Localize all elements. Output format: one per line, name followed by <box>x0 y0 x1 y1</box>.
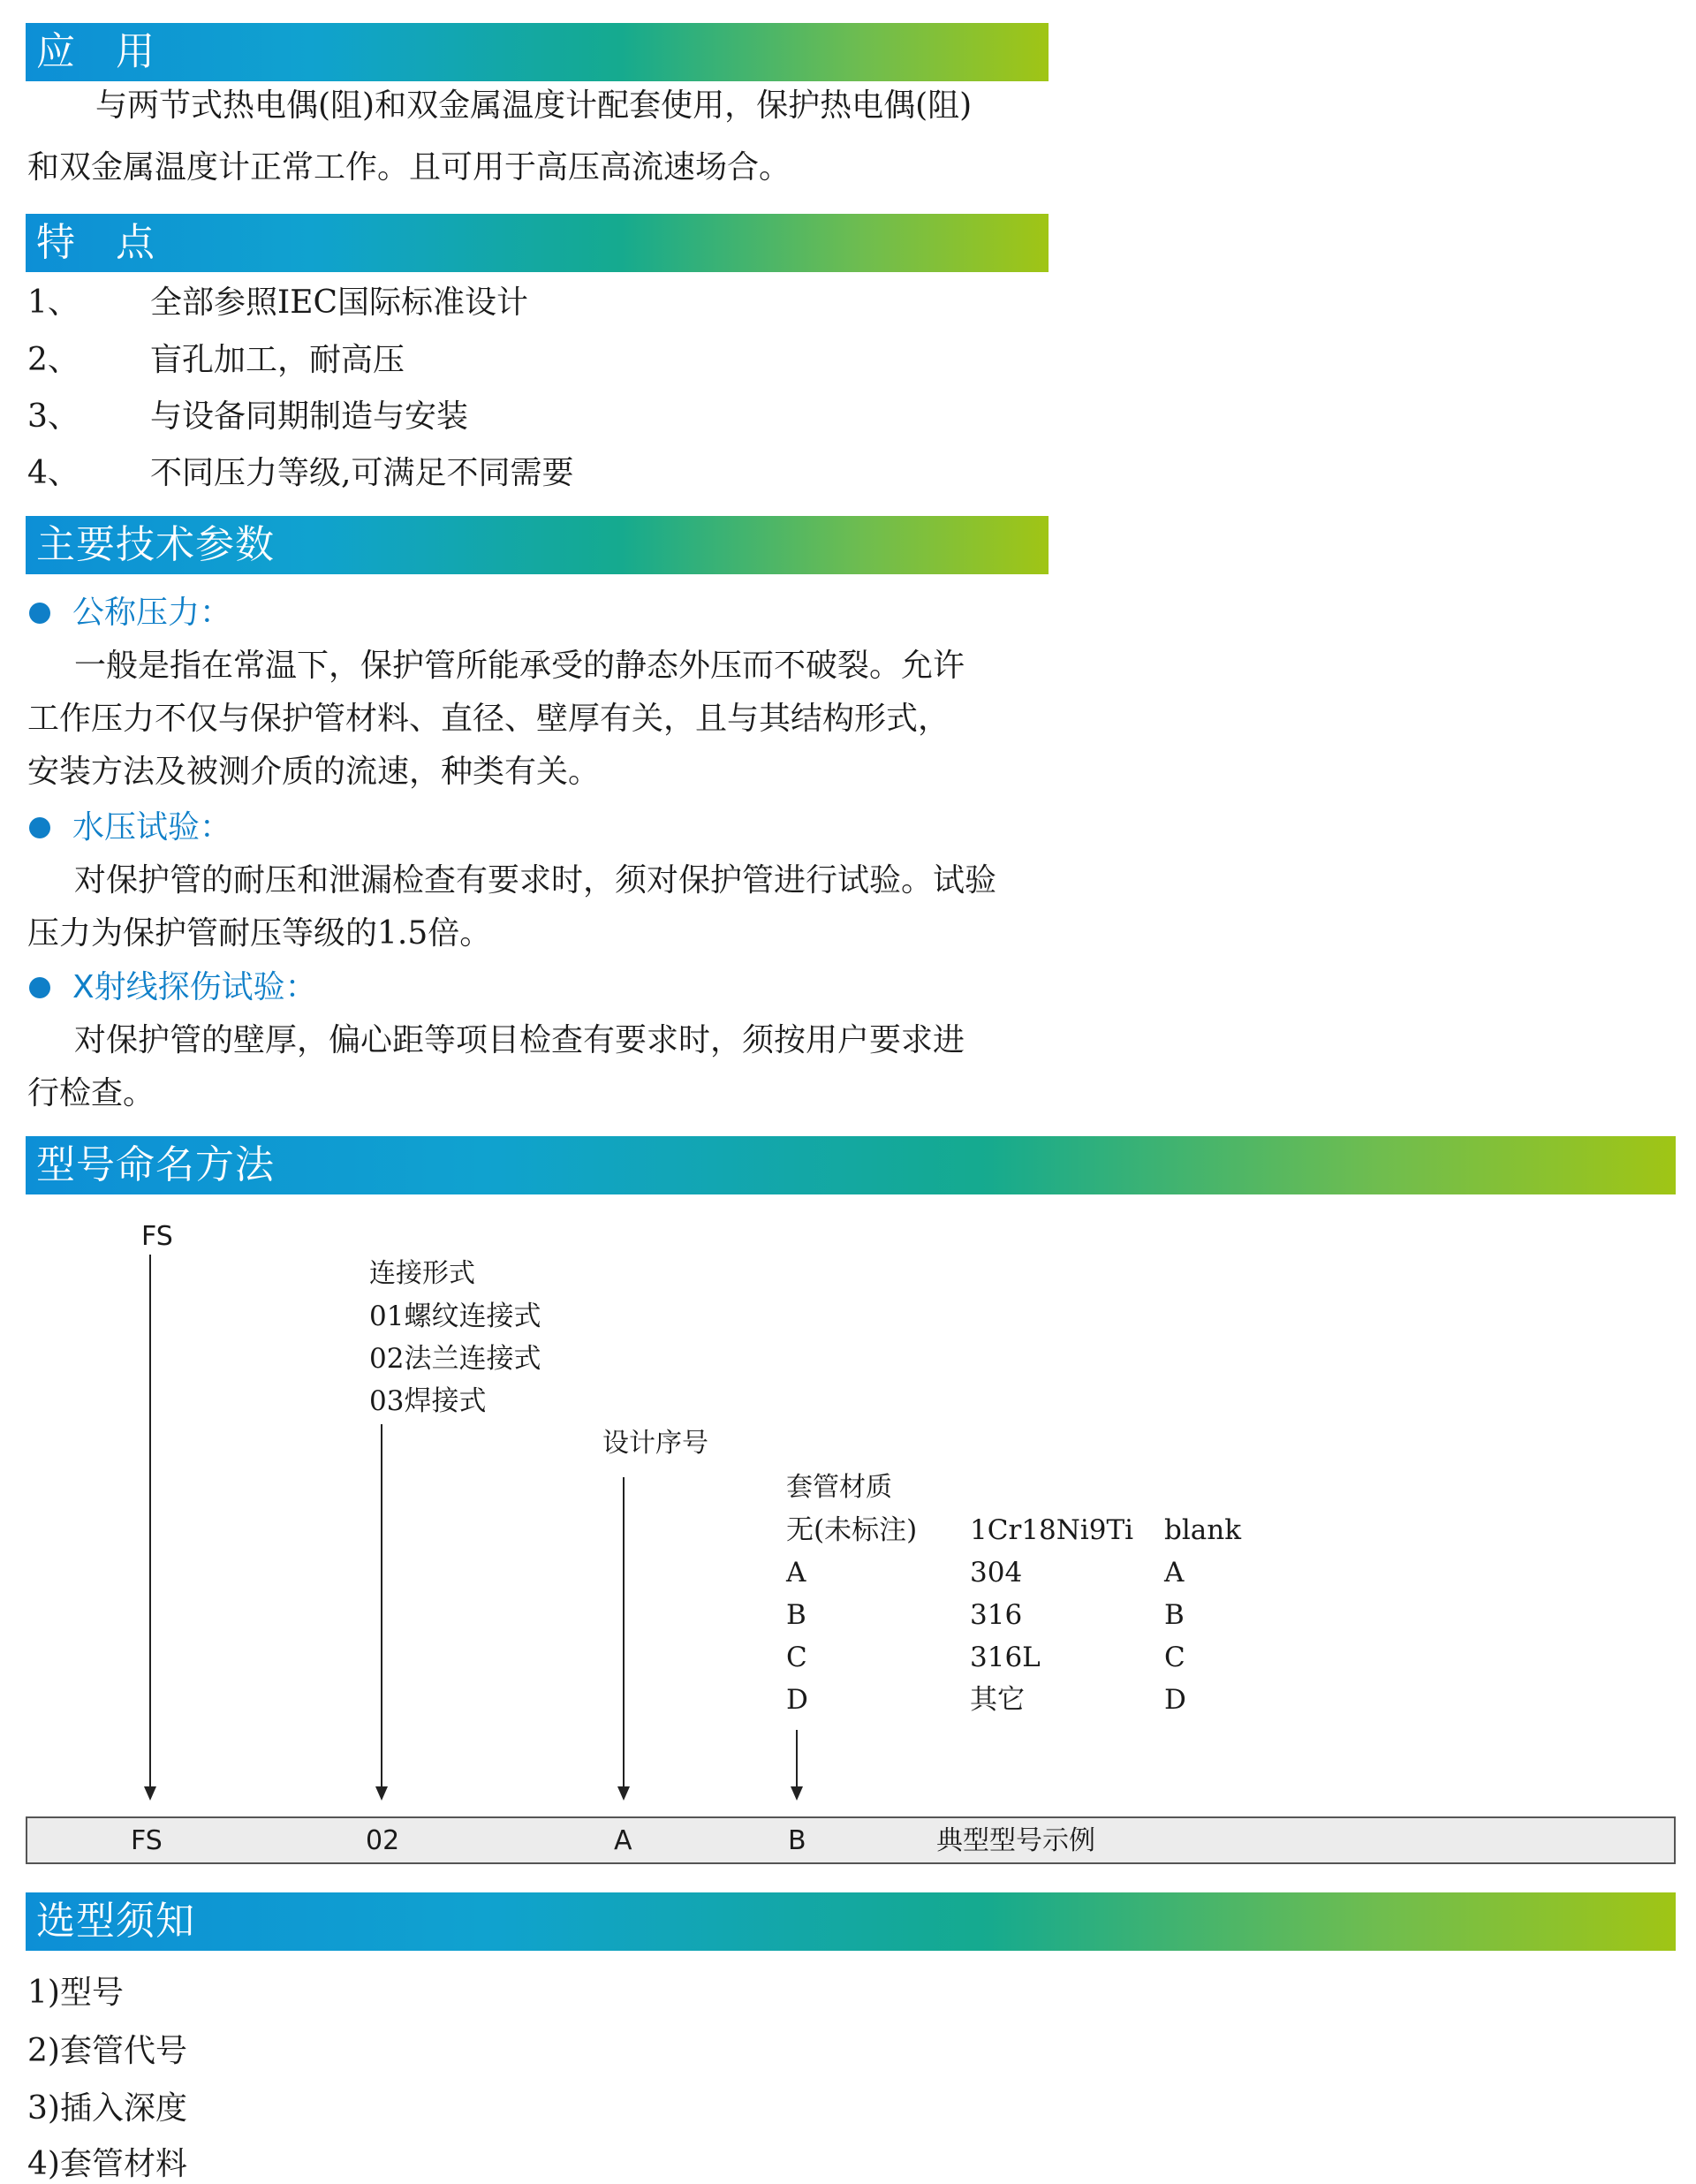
feature-text: 全部参照IEC国际标准设计 <box>150 284 529 321</box>
arrow-down-icon <box>144 1786 156 1801</box>
application-text-line2: 和双金属温度计正常工作。且可用于高压高流速场合。 <box>27 149 791 186</box>
material-alt-code: D <box>1164 1684 1186 1716</box>
example-part-prefix: FS <box>131 1825 163 1856</box>
material-alt-code: C <box>1164 1642 1185 1673</box>
section-title: 应 用 <box>36 29 155 74</box>
material-connector-line <box>796 1730 798 1786</box>
material-alt-code: B <box>1164 1599 1185 1631</box>
param-text: 工作压力不仅与保护管材料、直径、壁厚有关，且与其结构形式， <box>27 701 950 737</box>
material-title: 套管材质 <box>786 1472 892 1503</box>
feature-text: 盲孔加工，耐高压 <box>150 342 405 378</box>
material-name: 316L <box>970 1642 1041 1673</box>
feature-number: 1、 <box>27 284 80 321</box>
feature-number: 2、 <box>27 342 80 378</box>
bullet-dot-icon <box>29 817 50 838</box>
prefix-connector-line <box>149 1255 151 1786</box>
param-text: 一般是指在常温下，保护管所能承受的静态外压而不破裂。允许 <box>74 648 965 684</box>
feature-number: 3、 <box>27 398 80 435</box>
section-header-selection <box>26 1892 1676 1951</box>
param-text: 行检查。 <box>27 1075 155 1111</box>
section-title: 选型须知 <box>36 1899 195 1944</box>
model-prefix-label: FS <box>141 1221 173 1252</box>
param-label-hydro-test: 水压试验： <box>72 809 232 846</box>
feature-text: 不同压力等级,可满足不同需要 <box>150 455 574 491</box>
param-label-xray-test: X射线探伤试验： <box>72 969 317 1005</box>
material-code: 无(未标注) <box>786 1514 918 1546</box>
material-code: A <box>786 1557 806 1589</box>
material-name: 其它 <box>970 1684 1025 1716</box>
example-label: 典型型号示例 <box>936 1825 1095 1856</box>
application-text-line1: 与两节式热电偶(阻)和双金属温度计配套使用，保护热电偶(阻) <box>95 87 973 124</box>
arrow-down-icon <box>791 1786 803 1801</box>
section-title: 主要技术参数 <box>36 522 275 567</box>
selection-item: 2)套管代号 <box>27 2033 187 2069</box>
connection-title: 连接形式 <box>369 1258 475 1289</box>
material-alt-code: blank <box>1164 1514 1241 1546</box>
section-header-features <box>26 214 1049 272</box>
design-number-title: 设计序号 <box>602 1428 708 1459</box>
feature-number: 4、 <box>27 455 80 491</box>
arrow-down-icon <box>375 1786 388 1801</box>
bullet-dot-icon <box>29 977 50 998</box>
example-part-connection: 02 <box>366 1825 400 1856</box>
param-text: 压力为保护管耐压等级的1.5倍。 <box>27 915 492 952</box>
bullet-dot-icon <box>29 603 50 624</box>
section-header-params <box>26 516 1049 574</box>
section-title: 特 点 <box>36 220 155 265</box>
material-code: C <box>786 1642 807 1673</box>
connection-connector-line <box>381 1424 382 1786</box>
selection-item: 3)插入深度 <box>27 2090 187 2127</box>
section-title: 型号命名方法 <box>36 1142 275 1187</box>
param-text: 对保护管的耐压和泄漏检查有要求时，须对保护管进行试验。试验 <box>74 862 997 899</box>
param-text: 对保护管的壁厚，偏心距等项目检查有要求时，须按用户要求进 <box>74 1022 965 1058</box>
selection-item: 4)套管材料 <box>27 2146 187 2182</box>
material-name: 316 <box>970 1599 1023 1631</box>
section-header-application <box>26 23 1049 81</box>
feature-text: 与设备同期制造与安装 <box>150 398 469 435</box>
param-label-nominal-pressure: 公称压力： <box>72 595 232 631</box>
section-header-naming <box>26 1136 1676 1194</box>
example-model-box <box>26 1816 1676 1864</box>
example-part-material: B <box>788 1825 806 1856</box>
material-code: B <box>786 1599 806 1631</box>
connection-option: 03焊接式 <box>369 1385 487 1417</box>
material-code: D <box>786 1684 808 1716</box>
param-text: 安装方法及被测介质的流速，种类有关。 <box>27 754 601 790</box>
material-name: 1Cr18Ni9Ti <box>970 1514 1134 1546</box>
connection-option: 01螺纹连接式 <box>369 1301 541 1332</box>
example-part-design: A <box>614 1825 632 1856</box>
material-name: 304 <box>970 1557 1023 1589</box>
design-connector-line <box>623 1477 625 1786</box>
arrow-down-icon <box>617 1786 630 1801</box>
selection-item: 1)型号 <box>27 1975 124 2011</box>
connection-option: 02法兰连接式 <box>369 1343 541 1375</box>
material-alt-code: A <box>1164 1557 1185 1589</box>
